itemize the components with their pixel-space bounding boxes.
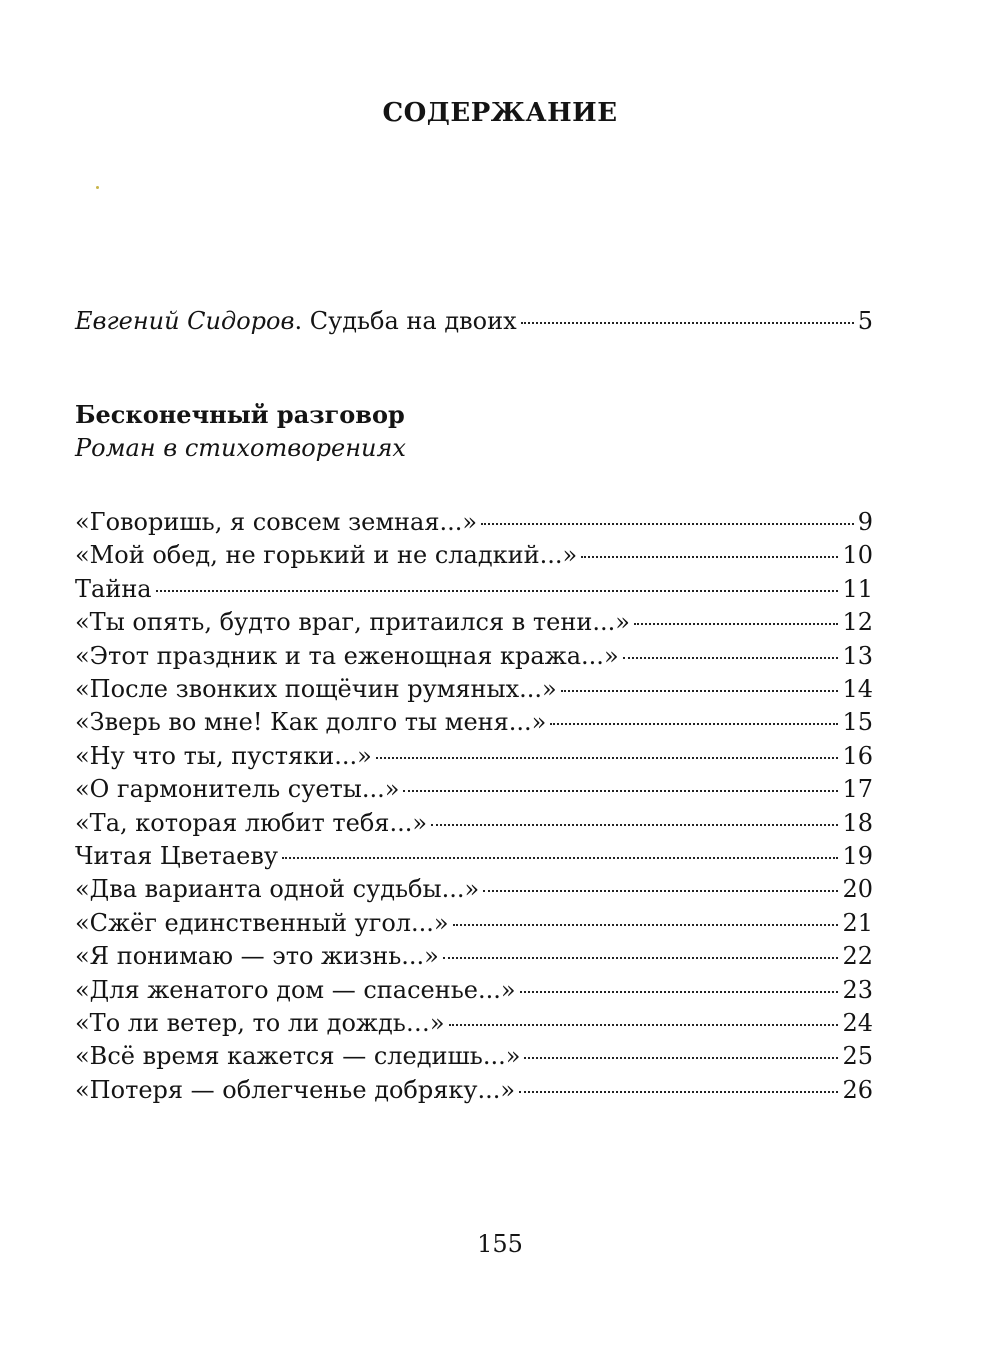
toc-entry-title: «Ты опять, будто враг, притаился в тени...» (75, 608, 630, 637)
toc-entry-page-number: 26 (842, 1075, 873, 1104)
toc-entry-page-number: 25 (842, 1042, 873, 1071)
toc-entry-page-number: 14 (842, 675, 873, 703)
toc-entry[interactable] (75, 539, 873, 572)
toc-entry-page-number: 13 (842, 641, 873, 670)
dot-leader (403, 790, 838, 792)
section-title: Бесконечный разговор (75, 400, 405, 429)
dot-leader (519, 1091, 838, 1093)
toc-entry-title: Читая Цветаеву (75, 842, 278, 870)
toc-entry[interactable] (75, 907, 873, 940)
toc-entry-title: «О гармонитель суеты...» (75, 775, 400, 804)
toc-entry[interactable] (75, 706, 873, 739)
toc-entry[interactable] (75, 740, 873, 773)
toc-entry[interactable] (75, 1040, 873, 1073)
toc-entry[interactable] (75, 940, 873, 973)
dot-leader (561, 690, 839, 692)
dot-leader (483, 890, 838, 892)
dot-leader (431, 824, 838, 826)
toc-entry-title: «Потеря — облегченье добряку...» (75, 1075, 516, 1104)
toc-entry-title: «Два варианта одной судьбы...» (75, 875, 480, 904)
toc-foreword-line[interactable] (75, 305, 873, 338)
toc-entry-title: Тайна (75, 574, 152, 603)
dot-leader (520, 991, 839, 993)
toc-entry-title: «Говоришь, я совсем земная...» (75, 508, 478, 536)
dot-leader (443, 957, 839, 959)
dot-leader (376, 757, 839, 759)
toc-entry-title: «После звонких пощёчин румяных...» (75, 675, 557, 703)
dot-leader (282, 857, 838, 859)
toc-entry-page-number: 22 (842, 942, 873, 971)
dot-leader (634, 623, 839, 625)
toc-entry-title: «Всё время кажется — следишь...» (75, 1042, 521, 1071)
toc-entry-page-number: 12 (842, 608, 873, 637)
dot-leader (524, 1057, 838, 1059)
toc-entry-page-number: 10 (842, 541, 873, 570)
dot-leader (481, 523, 854, 525)
toc-entry[interactable] (75, 807, 873, 840)
toc-entry[interactable] (75, 1074, 873, 1107)
toc-entry-page-number: 23 (842, 975, 873, 1004)
toc-entry[interactable] (75, 640, 873, 673)
toc-entry-page-number: 24 (842, 1009, 873, 1037)
dot-leader (521, 322, 854, 324)
dot-leader (623, 657, 839, 659)
toc-entry-page-number: 15 (842, 708, 873, 737)
toc-entry-title: «То ли ветер, то ли дождь…» (75, 1009, 445, 1037)
toc-entry-title: «Этот праздник и та еженощная кража...» (75, 641, 619, 670)
toc-entry-title: «Сжёг единственный угол...» (75, 908, 449, 937)
toc-entry-page-number: 9 (857, 508, 873, 536)
toc-entry-page-number: 20 (842, 875, 873, 904)
toc-foreword-entry (75, 305, 517, 338)
toc-entry[interactable] (75, 974, 873, 1007)
page-number: 155 (477, 1230, 523, 1258)
toc-entry[interactable] (75, 673, 873, 706)
toc-entry-title: «Я понимаю — это жизнь...» (75, 942, 439, 971)
foreword-title: Судьба на двоих (309, 307, 517, 335)
dot-leader (156, 590, 839, 592)
foreword-author: Евгений Сидоров (75, 307, 295, 335)
toc-entry-page-number: 17 (842, 775, 873, 804)
toc-entry-title: «Зверь во мне! Как долго ты меня...» (75, 708, 547, 737)
toc-entry[interactable] (75, 506, 873, 539)
toc-entry-page-number: 19 (842, 842, 873, 870)
foreword-page-number: 5 (857, 307, 873, 335)
toc-entry[interactable] (75, 773, 873, 806)
toc-entry-page-number: 11 (842, 574, 873, 603)
dot-leader (581, 556, 838, 558)
foreword-separator: . (294, 307, 310, 335)
toc-entry-title: «Для женатого дом — спасенье...» (75, 975, 516, 1004)
toc-entry-title: «Мой обед, не горький и не сладкий...» (75, 541, 578, 570)
toc-entry[interactable] (75, 1007, 873, 1040)
toc-entry-title: «Ну что ты, пустяки...» (75, 741, 372, 770)
paper-speck (96, 186, 99, 189)
section-subtitle: Роман в стихотворениях (75, 434, 406, 462)
dot-leader (453, 924, 839, 926)
toc-entry-page-number: 18 (842, 808, 873, 837)
dot-leader (449, 1024, 839, 1026)
toc-entry[interactable] (75, 873, 873, 906)
dot-leader (550, 723, 838, 725)
toc-entry-page-number: 21 (842, 908, 873, 937)
toc-entry-page-number: 16 (842, 741, 873, 770)
toc-entry-title: «Та, которая любит тебя...» (75, 808, 428, 837)
toc-entry[interactable] (75, 573, 873, 606)
toc-entry[interactable] (75, 840, 873, 873)
page-title: СОДЕРЖАНИЕ (382, 98, 618, 128)
toc-entry[interactable] (75, 606, 873, 639)
